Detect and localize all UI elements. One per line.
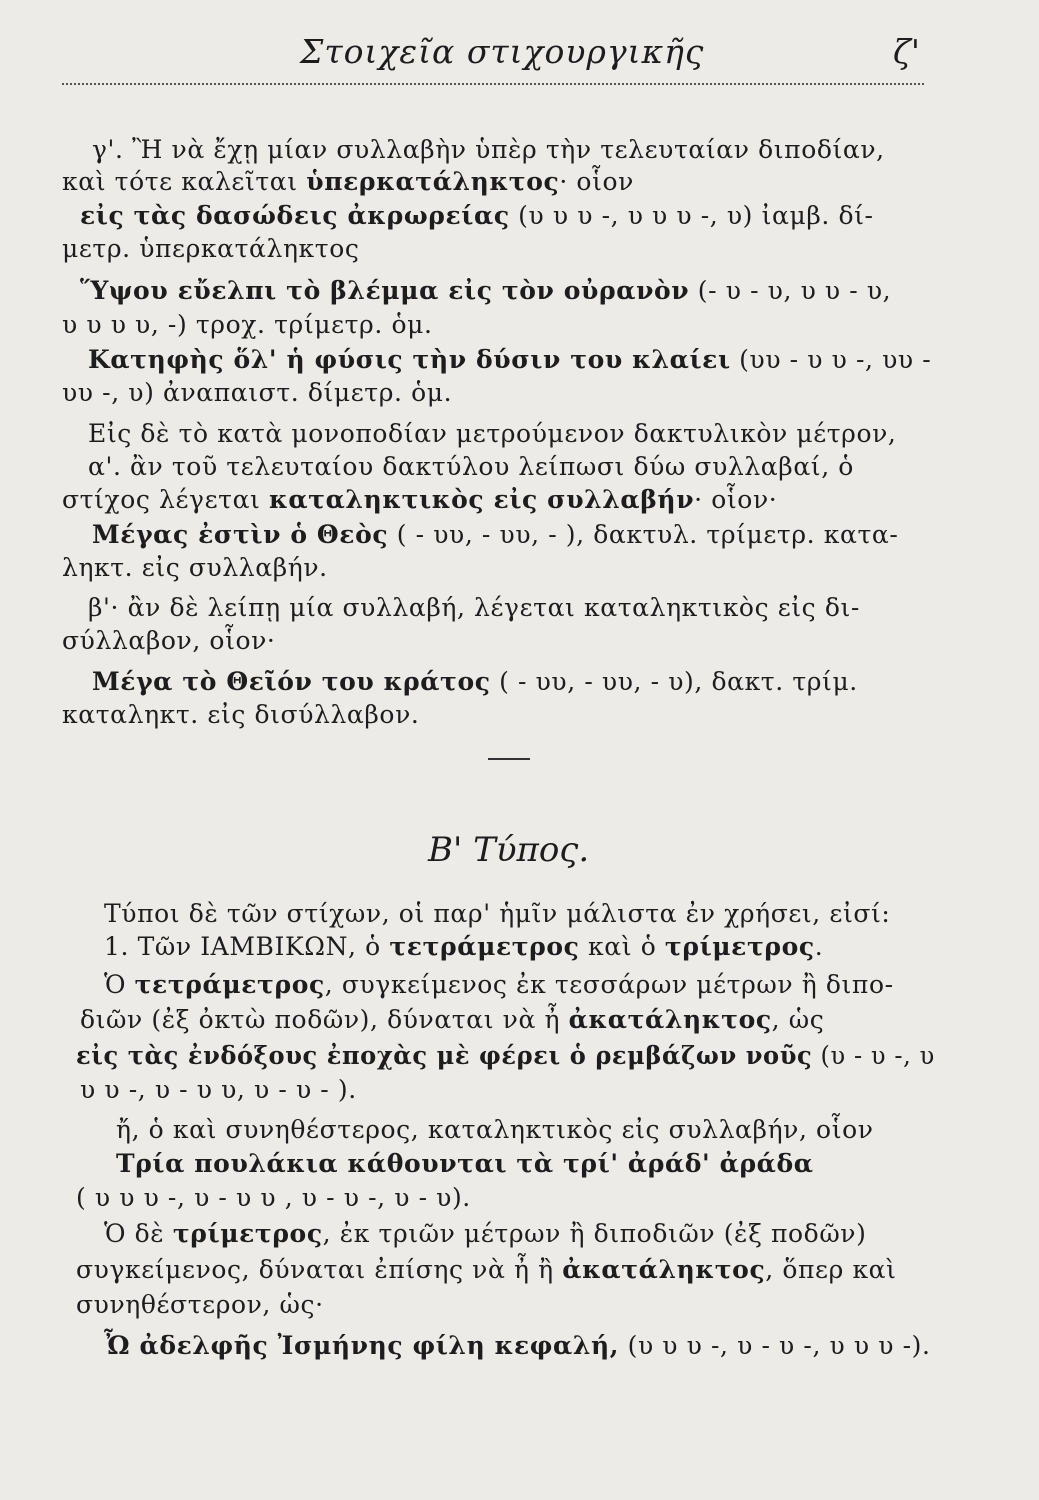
text-line: στίχος λέγεται καταληκτικὸς εἰς συλλαβήν· οἷον· [62, 485, 778, 514]
text-line: Τύποι δὲ τῶν στίχων, οἱ παρ' ἡμῖν μάλιστα ἐν χρήσει, εἰσί: [104, 899, 891, 928]
text-line: συνηθέστερον, ὡς· [76, 1290, 324, 1319]
text-line: υυ -, υ) ἀναπαιστ. δίμετρ. ὁμ. [62, 378, 453, 407]
text-line: ( υ υ υ -, υ - υ υ , υ - υ -, υ - υ). [76, 1183, 471, 1212]
text-line: γ'. Ἢ νὰ ἔχῃ μίαν συλλαβὴν ὑπὲρ τὴν τελευταίαν διποδίαν, [92, 135, 885, 164]
text-line: σύλλαβον, οἷον· [62, 626, 276, 655]
page-header [0, 32, 1039, 80]
text-line: ἤ, ὁ καὶ συνηθέστερος, καταληκτικὸς εἰς συλλαβήν, οἷον [116, 1115, 874, 1144]
text-line: Ὦ ἀδελφῆς Ἰσμήνης φίλη κεφαλή, (υ υ υ -, υ - υ -, υ υ υ -). [104, 1331, 931, 1360]
text-line: ληκτ. εἰς συλλαβήν. [62, 553, 328, 582]
text-line: β'· ἂν δὲ λείπῃ μία συλλαβή, λέγεται καταληκτικὸς εἰς δι- [88, 593, 860, 622]
text-line: εἰς τὰς δασώδεις ἀκρωρείας (υ υ υ -, υ υ υ -, υ) ἰαμβ. δί- [80, 201, 874, 230]
section-divider [488, 758, 530, 760]
text-line: α'. ἂν τοῦ τελευταίου δακτύλου λείπωσι δύω συλλαβαί, ὁ [88, 452, 854, 481]
text-line: Μέγας ἐστὶν ὁ Θεὸς ( - υυ, - υυ, - ), δακτυλ. τρίμετρ. κατα- [92, 520, 899, 549]
text-line: Ὁ τετράμετρος, συγκείμενος ἐκ τεσσάρων μέτρων ἢ διπο- [104, 970, 894, 999]
text-line: μετρ. ὑπερκατάληκτος [62, 234, 360, 263]
section-heading: Β' Τύπος. [428, 830, 590, 870]
text-line: Ὕψου εὔελπι τὸ βλέμμα εἰς τὸν οὐρανὸν (- υ - υ, υ υ - υ, [80, 276, 892, 305]
text-line: Μέγα τὸ Θεῖόν του κράτος ( - υυ, - υυ, - υ), δακτ. τρίμ. [92, 667, 858, 696]
text-line: Τρία πουλάκια κάθουνται τὰ τρί' ἀράδ' ἀράδα [116, 1149, 814, 1178]
text-line: Εἰς δὲ τὸ κατὰ μονοποδίαν μετρούμενον δακτυλικὸν μέτρον, [88, 419, 897, 448]
text-line: εἰς τὰς ἐνδόξους ἐποχὰς μὲ φέρει ὁ ρεμβάζων νοῦς (υ - υ -, υ [76, 1041, 935, 1070]
text-line: καταληκτ. εἰς δισύλλαβον. [62, 700, 420, 729]
text-line: 1. Τῶν ΙΑΜΒΙΚΩΝ, ὁ τετράμετρος καὶ ὁ τρίμετρος. [104, 932, 824, 961]
text-line: Ὁ δὲ τρίμετρος, ἐκ τριῶν μέτρων ἢ διποδιῶν (ἐξ ποδῶν) [104, 1219, 867, 1248]
text-line: συγκείμενος, δύναται ἐπίσης νὰ ἦ ἢ ἀκατάληκτος, ὅπερ καὶ [76, 1255, 897, 1284]
header-rule [62, 83, 924, 85]
text-line: υ υ υ υ, -) τροχ. τρίμετρ. ὁμ. [62, 310, 433, 339]
running-title: Στοιχεῖα στιχουργικῆς [300, 32, 705, 71]
text-line: διῶν (ἐξ ὀκτὼ ποδῶν), δύναται νὰ ἦ ἀκατάληκτος, ὡς [80, 1005, 825, 1034]
text-line: καὶ τότε καλεῖται ὑπερκατάληκτος· οἷον [62, 167, 634, 196]
text-line: Κατηφὴς ὅλ' ἡ φύσις τὴν δύσιν του κλαίει (υυ - υ υ -, υυ - [88, 345, 932, 374]
page-number: ζ' [893, 32, 920, 71]
text-line: υ υ -, υ - υ υ, υ - υ - ). [80, 1075, 357, 1104]
